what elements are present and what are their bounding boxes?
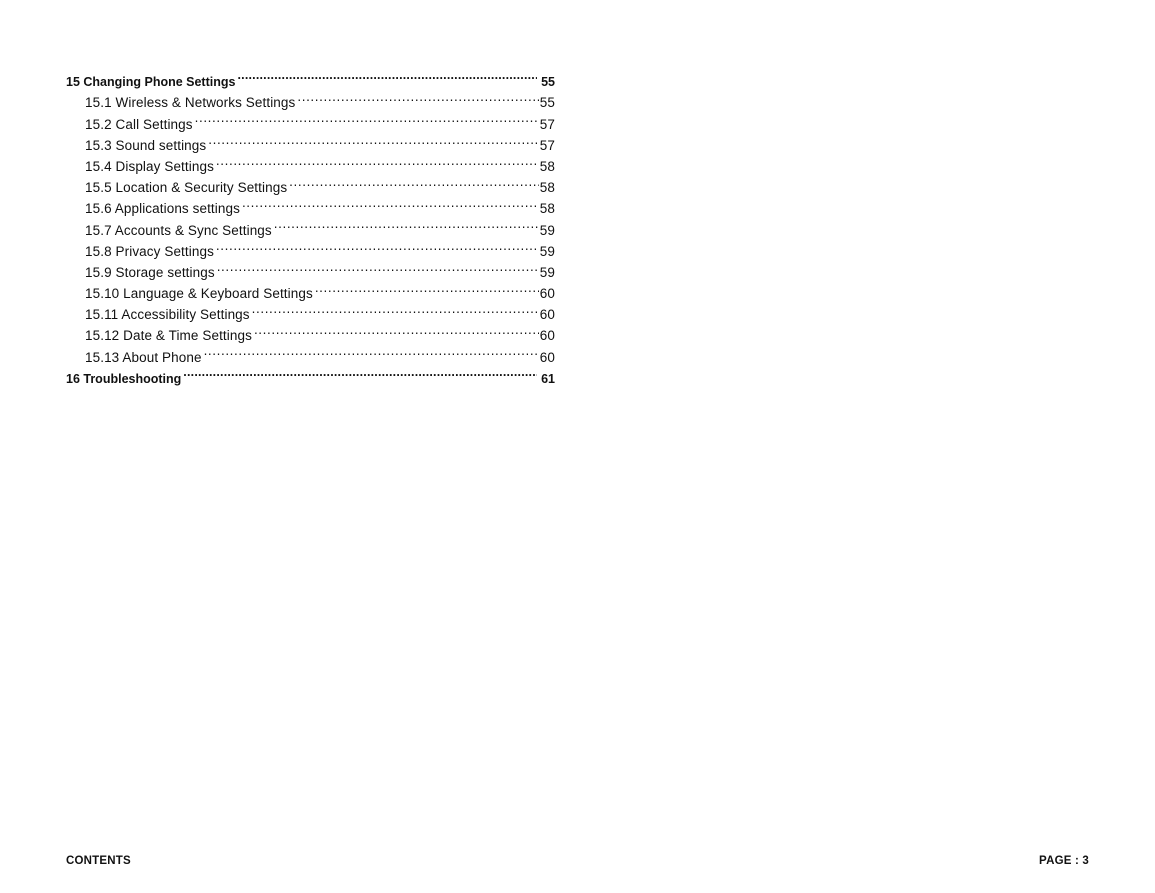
- toc-entry-page: 59: [539, 264, 555, 280]
- toc-entry-title: 15.8 Privacy Settings: [85, 243, 214, 259]
- toc-dot-leader: [217, 256, 539, 277]
- toc-dot-leader: [297, 86, 538, 107]
- toc-entry-page: 59: [539, 222, 555, 238]
- toc-entry-page: 59: [539, 243, 555, 259]
- toc-entry-title: 15.12 Date & Time Settings: [85, 328, 252, 344]
- toc-dot-leader: [274, 213, 539, 234]
- toc-entry-title: 15.3 Sound settings: [85, 137, 207, 153]
- toc-dot-leader: [216, 150, 539, 171]
- toc-entry-page: 60: [539, 307, 555, 323]
- toc-entry-title: 15.6 Applications settings: [85, 201, 240, 217]
- toc-entry-page: 60: [539, 286, 555, 302]
- footer-section-label: CONTENTS: [66, 855, 131, 867]
- footer-page-number: PAGE : 3: [1039, 855, 1089, 867]
- toc-dot-leader: [289, 171, 539, 192]
- toc-entry-title: 15 Changing Phone Settings: [66, 75, 236, 90]
- table-of-contents: [66, 65, 555, 386]
- toc-entry-title: 15.10 Language & Keyboard Settings: [85, 286, 313, 302]
- toc-dot-leader: [254, 319, 539, 340]
- toc-entry-page: 60: [539, 349, 555, 365]
- toc-entry-page: 55: [539, 95, 555, 111]
- toc-entry-page: 57: [539, 116, 555, 132]
- toc-entry-title: 15.4 Display Settings: [85, 158, 214, 174]
- toc-entry-title: 15.1 Wireless & Networks Settings: [85, 95, 296, 111]
- toc-dot-leader: [216, 235, 539, 256]
- toc-dot-leader: [237, 65, 537, 86]
- toc-entry-page: 58: [539, 180, 555, 196]
- toc-dot-leader: [208, 129, 539, 150]
- toc-entry-title: 15.9 Storage settings: [85, 264, 215, 280]
- toc-entry-title: 15.5 Location & Security Settings: [85, 180, 288, 196]
- toc-entry-page: 55: [541, 75, 555, 90]
- toc-dot-leader: [315, 277, 539, 298]
- toc-dot-leader: [204, 340, 539, 361]
- toc-entry-title: 15.2 Call Settings: [85, 116, 193, 132]
- toc-entry-title: 15.13 About Phone: [85, 349, 202, 365]
- toc-entry-page: 58: [539, 201, 555, 217]
- toc-entry[interactable]: [66, 65, 555, 90]
- toc-entry-page: 58: [539, 158, 555, 174]
- toc-dot-leader: [252, 298, 539, 319]
- toc-entry-title: 15.7 Accounts & Sync Settings: [85, 222, 272, 238]
- toc-entry-page: 61: [541, 371, 555, 386]
- toc-entry-title: 16 Troubleshooting: [66, 371, 182, 386]
- toc-dot-leader: [195, 107, 539, 128]
- toc-dot-leader: [183, 362, 537, 383]
- toc-entry-page: 60: [539, 328, 555, 344]
- toc-dot-leader: [242, 192, 539, 213]
- toc-entry-title: 15.11 Accessibility Settings: [85, 307, 250, 323]
- toc-entry-page: 57: [539, 137, 555, 153]
